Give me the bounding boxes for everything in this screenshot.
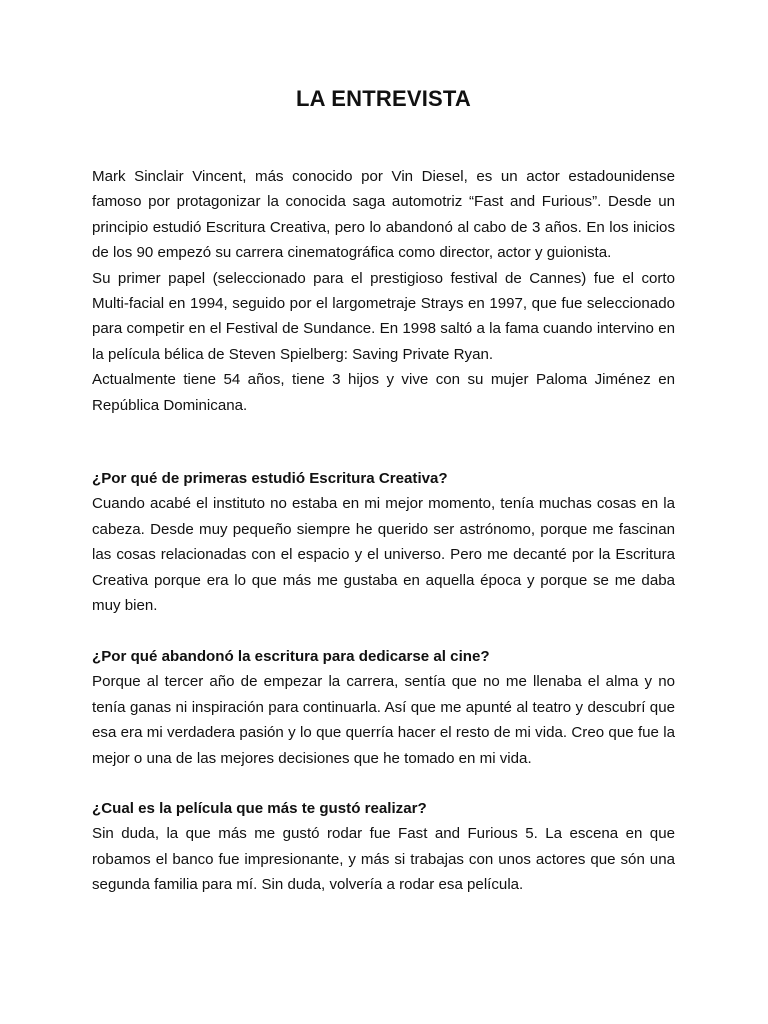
question-3: ¿Cual es la película que más te gustó realizar?: [92, 800, 427, 817]
qa-block-2: [92, 644, 675, 771]
intro-paragraph-3: Actualmente tiene 54 años, tiene 3 hijos y vive con su mujer Paloma Jiménez en República Dominicana.: [92, 371, 675, 414]
intro-paragraph-2: Su primer papel (seleccionado para el prestigioso festival de Cannes) fue el corto Multi-facial en 1994, seguido por el largometraje Strays en 1997, que fue seleccionado para competir en el Festival de Sundance. En 1998 saltó a la fama cuando intervino en la película bélica de Steven Spielberg: Saving Private Ryan.: [92, 269, 675, 363]
answer-1: Cuando acabé el instituto no estaba en mi mejor momento, tenía muchas cosas en la cabeza. Desde muy pequeño siempre he querido ser astrónomo, porque me fascinan las cosas relacionadas con el espacio y el universo. Pero me decanté por la Escritura Creativa porque era lo que más me gustaba en aquella época y porque se me daba muy bien.: [92, 495, 675, 615]
answer-2: Porque al tercer año de empezar la carrera, sentía que no me llenaba el alma y no tenía ganas ni inspiración para continuarla. Así que me apunté al teatro y descubrí que esa era mi verdadera pasión y lo que querría hacer el resto de mi vida. Creo que fue la mejor o una de las mejores decisiones que he tomado en mi vida.: [92, 673, 675, 767]
question-2: ¿Por qué abandonó la escritura para dedicarse al cine?: [92, 648, 490, 665]
intro-section: [92, 164, 675, 418]
intro-paragraph-1: Mark Sinclair Vincent, más conocido por Vin Diesel, es un actor estadounidense famoso por protagonizar la conocida saga automotriz “Fast and Furious”. Desde un principio estudió Escritura Creativa, pero lo abandonó al cabo de 3 años. En los inicios de los 90 empezó su carrera cinematográfica como director, actor y guionista.: [92, 168, 675, 262]
answer-3: Sin duda, la que más me gustó rodar fue Fast and Furious 5. La escena en que robamos el banco fue impresionante, y más si trabajas con unos actores que són una segunda familia para mí. Sin duda, volvería a rodar esa película.: [92, 825, 675, 894]
qa-block-1: [92, 466, 675, 618]
document-title: LA ENTREVISTA: [296, 86, 471, 111]
question-1: ¿Por qué de primeras estudió Escritura Creativa?: [92, 470, 448, 487]
qa-block-3: [92, 796, 675, 898]
